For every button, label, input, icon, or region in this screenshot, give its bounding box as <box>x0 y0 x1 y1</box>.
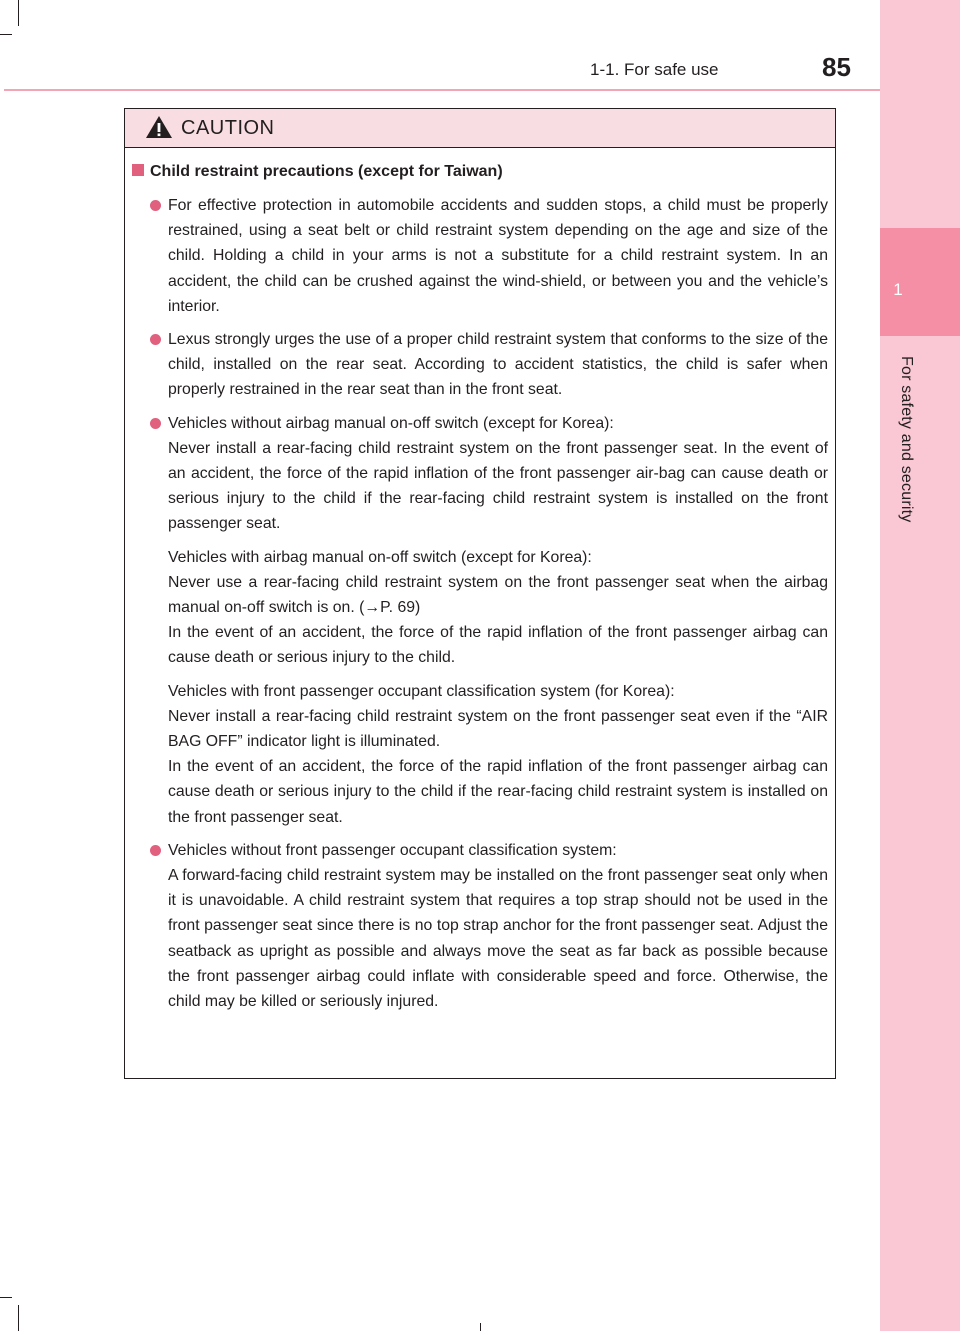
paragraph-line: Vehicles without front passenger occupant classification system: <box>168 841 617 859</box>
chapter-title: For safety and security <box>898 356 915 523</box>
crop-mark <box>0 34 12 35</box>
round-bullet-icon <box>150 418 161 429</box>
caution-item <box>125 838 837 1014</box>
paragraph-line: Vehicles with front passenger occupant classification system (for Korea): <box>168 682 675 700</box>
paragraph-line: Never install a rear-facing child restraint system on the front passenger seat even if the “AIR BAG OFF” indicator light is illuminated. <box>168 707 828 751</box>
caution-box <box>124 108 836 1079</box>
caution-title: CAUTION <box>181 117 275 139</box>
item-paragraph <box>168 679 828 830</box>
section-title: 1-1. For safe use <box>590 60 719 79</box>
crop-mark <box>18 1305 19 1331</box>
paragraph-line: Vehicles without airbag manual on-off switch (except for Korea): <box>168 414 614 432</box>
caution-header <box>125 109 835 148</box>
paragraph-line: Never install a rear-facing child restraint system on the front passenger seat. In the event of an accident, the force of the rapid inflation of the front passenger air-bag can cause death or serious injury to the child if the rear-facing child restraint system is installed on the front passenger seat. <box>168 439 828 533</box>
paragraph-line: Vehicles with airbag manual on-off switch (except for Korea): <box>168 548 592 566</box>
caution-subheading <box>132 163 837 181</box>
item-paragraph <box>168 838 828 1014</box>
round-bullet-icon <box>150 845 161 856</box>
square-bullet-icon <box>132 164 144 176</box>
item-paragraph <box>168 411 828 537</box>
paragraph-line: A forward-facing child restraint system may be installed on the front passenger seat only when it is unavoidable. A child restraint system that requires a top strap should not be used in the front passenger seat since there is no top strap anchor for the front passenger seat. Adjust the seatback as upright as possible and always move the seat as far back as possible because the front passenger airbag could inflate with considerable speed and force. Otherwise, the child may be killed or seriously injured. <box>168 867 828 1011</box>
caution-body <box>125 163 837 1022</box>
paragraph-line: Never use a rear-facing child restraint system on the front passenger seat when the airbag manual on-off switch is on. (→P. 69) <box>168 573 828 617</box>
caution-item <box>125 327 837 403</box>
warning-triangle-icon <box>145 114 173 145</box>
page-number: 85 <box>822 52 851 82</box>
caution-item <box>125 411 837 830</box>
paragraph-line: In the event of an accident, the force of the rapid inflation of the front passenger airbag can cause death or serious injury to the child if the rear-facing child restraint system is installed on the front passenger seat. <box>168 758 828 826</box>
chapter-side-tab <box>880 0 960 1331</box>
round-bullet-icon <box>150 200 161 211</box>
chapter-number: 1 <box>893 280 903 299</box>
item-paragraph <box>168 545 828 671</box>
round-bullet-icon <box>150 334 161 345</box>
crop-mark <box>0 1297 12 1298</box>
header-divider <box>4 89 880 91</box>
item-paragraph: Lexus strongly urges the use of a proper child restraint system that conforms to the size of the child, installed on the rear seat. According to accident statistics, the child is safer when properly restrained in the rear seat than in the front seat. <box>168 331 828 399</box>
item-paragraph: For effective protection in automobile accidents and sudden stops, a child must be properly restrained, using a seat belt or child restraint system depending on the age and size of the child. Holding a child in your arms is not a substitute for a child restraint system. In an accident, the child can be crushed against the wind-shield, or between you and the vehicle’s interior. <box>168 197 828 315</box>
caution-item <box>125 193 837 319</box>
crop-mark <box>480 1323 481 1331</box>
caution-subheading-text: Child restraint precautions (except for Taiwan) <box>150 163 503 180</box>
paragraph-line: In the event of an accident, the force of the rapid inflation of the front passenger airbag can cause death or serious injury to the child. <box>168 624 828 667</box>
crop-mark <box>18 0 19 26</box>
